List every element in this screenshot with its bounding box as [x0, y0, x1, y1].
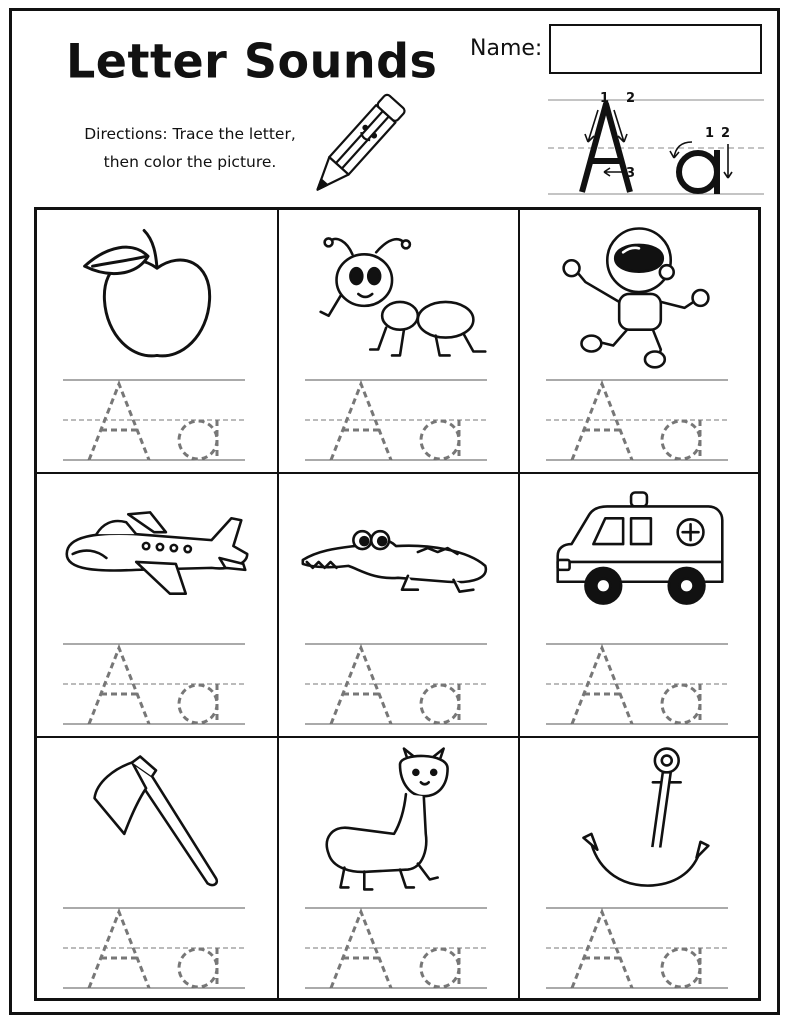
trace-lines: [305, 372, 495, 464]
letter-demo: [548, 86, 764, 200]
trace-uppercase-a[interactable]: [89, 384, 149, 460]
trace-lowercase-a-bowl[interactable]: [662, 685, 700, 723]
picture-grid: [34, 207, 761, 1001]
cell-alpaca: [278, 737, 519, 999]
anchor-picture: [520, 738, 758, 898]
trace-lowercase-a-bowl[interactable]: [179, 685, 217, 723]
astronaut-picture: [520, 210, 758, 370]
cell-axe: [36, 737, 278, 999]
cell-apple: [36, 209, 278, 473]
directions: [40, 120, 340, 176]
directions-line-1: Directions: Trace the letter,: [84, 125, 296, 143]
trace-lines: [546, 900, 736, 992]
demo-stroke-number-1: 1: [600, 91, 610, 106]
trace-lines: [63, 900, 253, 992]
trace-uppercase-a[interactable]: [331, 912, 391, 988]
ant-picture: [279, 210, 518, 370]
ambulance-picture: [520, 474, 758, 634]
page-title: Letter Sounds: [66, 33, 438, 89]
trace-lowercase-a-bowl[interactable]: [179, 421, 217, 459]
trace-uppercase-a[interactable]: [89, 912, 149, 988]
trace-lines: [63, 372, 253, 464]
demo-lower-number-2: 2: [721, 126, 731, 141]
cell-anchor: [519, 737, 759, 999]
alligator-picture: [279, 474, 518, 634]
trace-uppercase-a[interactable]: [89, 648, 149, 724]
trace-lowercase-a-bowl[interactable]: [421, 421, 459, 459]
pencil-icon: [300, 92, 410, 204]
apple-picture: [37, 210, 277, 370]
trace-lines: [546, 372, 736, 464]
cell-astronaut: [519, 209, 759, 473]
cell-airplane: [36, 473, 278, 737]
demo-lowercase-a-bowl: [679, 153, 717, 191]
trace-lowercase-a-bowl[interactable]: [179, 949, 217, 987]
trace-lines: [63, 636, 253, 728]
demo-stroke-number-3: 3: [626, 166, 636, 181]
trace-uppercase-a[interactable]: [572, 648, 632, 724]
directions-line-2: then color the picture.: [103, 153, 277, 171]
trace-lowercase-a-bowl[interactable]: [662, 949, 700, 987]
demo-stroke-number-2: 2: [626, 91, 636, 106]
trace-lines: [305, 900, 495, 992]
trace-uppercase-a[interactable]: [572, 384, 632, 460]
trace-lowercase-a-bowl[interactable]: [421, 685, 459, 723]
demo-lower-number-1: 1: [705, 126, 715, 141]
axe-picture: [37, 738, 277, 898]
cell-alligator: [278, 473, 519, 737]
trace-uppercase-a[interactable]: [331, 648, 391, 724]
trace-uppercase-a[interactable]: [331, 384, 391, 460]
trace-lowercase-a-bowl[interactable]: [421, 949, 459, 987]
name-label: Name:: [470, 36, 543, 61]
cell-ambulance: [519, 473, 759, 737]
demo-arrow-lower-2: [724, 144, 732, 178]
trace-lowercase-a-bowl[interactable]: [662, 421, 700, 459]
name-input-box[interactable]: [549, 24, 762, 74]
cell-ant: [278, 209, 519, 473]
trace-lines: [546, 636, 736, 728]
trace-uppercase-a[interactable]: [572, 912, 632, 988]
trace-lines: [305, 636, 495, 728]
alpaca-picture: [279, 738, 518, 898]
airplane-picture: [37, 474, 277, 634]
